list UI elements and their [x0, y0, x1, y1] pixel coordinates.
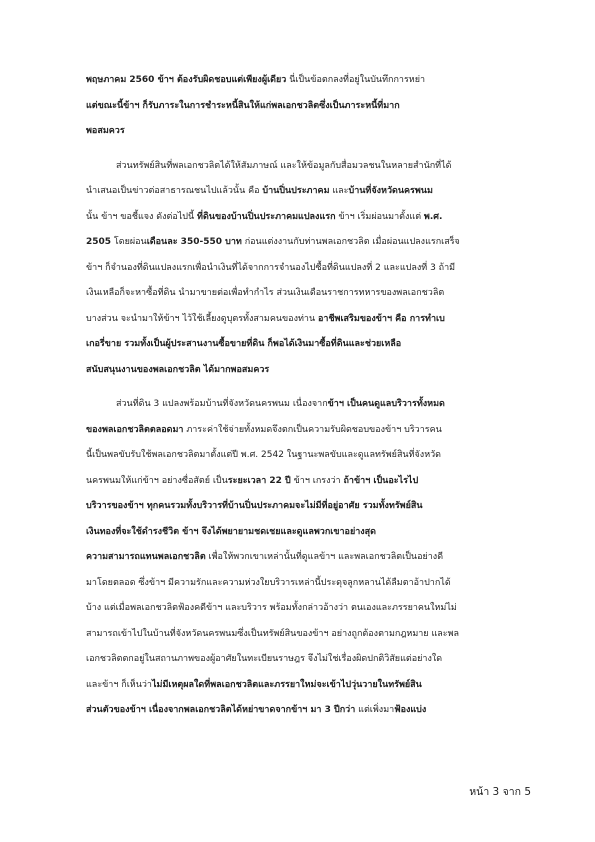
text-line: [86, 673, 527, 699]
text-line: [86, 281, 527, 307]
text-line: [86, 443, 527, 469]
text-line: [86, 571, 527, 597]
bold-text-run: ส่วนตัวของข้าฯ เนื่องจากพลเอกชวลิตได้หย่าขาดจากข้าฯ มา 3 ปีกว่า: [86, 705, 356, 715]
bold-text-run: ที่ดินของบ้านปิ่นประภาคมแปลงแรก: [197, 211, 336, 222]
text-line: [86, 179, 527, 205]
text-line: [86, 520, 527, 546]
text-run: และข้าฯ ก็เห็นว่า: [86, 679, 152, 690]
text-line: [86, 230, 527, 256]
text-line: [86, 256, 527, 282]
text-run: ภาระค่าใช้จ่ายทั้งหมดจึงตกเป็นความรับผิดชอบของข้าฯ บริวารคน: [183, 424, 442, 435]
bold-text-run: แต่ขณะนี้ข้าฯ ก็รับภาระในการชำระหนี้สินให้แก่พลเอกชวลิตซึ่งเป็นภาระหนี้ที่มาก: [86, 100, 400, 111]
text-line: [86, 68, 527, 94]
text-run: บ้าง แต่เมื่อพลเอกชวลิตฟ้องคดีข้าฯ และบริวาร พร้อมทั้งกล่าวอ้างว่า ตนเองและภรรยาคนใหม่ไม่: [86, 603, 457, 613]
bold-text-run: เกอรี่ขาย รวมทั้งเป็นผู้ประสานงานซื้อขายที่ดิน ก็พอได้เงินมาซื้อที่ดินและช่วยเหลือ: [86, 339, 402, 349]
text-line: [86, 94, 527, 120]
text-run: ส่วนทรัพย์สินที่พลเอกชวลิตได้ให้สัมภาษณ์ และให้ข้อมูลกับสื่อมวลชนในหลายสำนักที่ได้: [116, 160, 452, 171]
text-line: [86, 205, 527, 231]
text-line: [86, 647, 527, 673]
text-run: แต่เพิ่งมา: [355, 705, 395, 715]
text-run: เงินเหลือก็จะหาซื้อที่ดิน นำมาขายต่อเพื่อทำกำไร ส่วนเงินเดือนราชการทหารของพลเอกชวลิต: [86, 288, 445, 298]
text-run: เอกชวลิตตกอยู่ในสถานภาพของผู้อาศัยในทะเบียนราษฎร จึงไม่ใช่เรื่องผิดปกติวิสัยแต่อย่างใด: [86, 654, 443, 664]
bold-text-run: บ้านที่จังหวัดนครพนม: [348, 186, 433, 196]
text-line: [86, 418, 527, 444]
text-run: นครพนมให้แก่ข้าฯ อย่างซื่อสัตย์ เป็น: [86, 475, 228, 486]
text-line: [86, 154, 527, 180]
text-run: เพื่อให้พวกเขาเหล่านั้นที่ดูแลข้าฯ และพลเอกชวลิตเป็นอย่างดี: [205, 552, 444, 562]
bold-text-run: อาชีพเสริมของข้าฯ คือ การทำเบ: [317, 313, 445, 324]
text-run: ก่อนแต่งงานกับท่านพลเอกชวลิต เมื่อผ่อนแปลงแรกเสร็จ: [241, 237, 460, 247]
bold-text-run: ข้าฯ เป็นคนดูแลบริวารทั้งหมด: [327, 399, 445, 409]
text-line: [86, 494, 527, 520]
text-line: [86, 596, 527, 622]
bold-text-run: เงินทองที่จะใช้ดำรงชีวิต ข้าฯ จึงได้พยายามชดเชยและดูแลพวกเขาอย่างสุด: [86, 526, 377, 537]
bold-text-run: พฤษภาคม 2560 ข้าฯ ต้องรับผิดชอบแต่เพียงผู้เดียว: [86, 75, 287, 85]
bold-text-run: บริวารของข้าฯ ทุกคนรวมทั้งบริวารที่บ้านปิ่นประภาคมจะไม่มีที่อยู่อาศัย รวมทั้งทรัพย์สิน: [86, 501, 423, 511]
text-run: นี้เป็นพลขับรับใช้พลเอกชวลิตมาตั้งแต่ปี พ.ศ. 2542 ในฐานะพลขับและดูแลทรัพย์สินที่จังหวัด: [86, 450, 442, 460]
bold-text-run: สนับสนุนงานของพลเอกชวลิต ได้มากพอสมควร: [86, 364, 270, 375]
paragraph: [86, 392, 527, 724]
text-run: นี่เป็นข้อตกลงที่อยู่ในบันทึกการหย่า: [286, 75, 426, 85]
text-run: มาโดยตลอด ซึ่งข้าฯ มีความรักและความห่วงใยบริวารเหล่านี้ประดุจลูกหลานได้ลืมตาอ้าปากได้: [86, 577, 451, 588]
text-run: นำเสนอเป็นข่าวต่อสาธารณชนไปแล้วนั้น คือ: [86, 186, 263, 196]
text-line: [86, 119, 527, 145]
text-line: [86, 332, 527, 358]
text-run: และ: [329, 186, 349, 196]
bold-text-run: ไม่มีเหตุผลใดที่พลเอกชวลิตและภรรยาใหม่จะเข้าไปวุ่นวายในทรัพย์สิน: [152, 679, 422, 690]
text-run: บางส่วน จะนำมาให้ข้าฯ ไว้ใช้เลี้ยงดูบุตรทั้งสามคนของท่าน: [86, 313, 318, 324]
bold-text-run: พ.ศ.: [423, 211, 443, 222]
text-line: [86, 392, 527, 418]
text-line: [86, 469, 527, 495]
text-run: ส่วนที่ดิน 3 แปลงพร้อมบ้านที่จังหวัดนครพนม เนื่องจาก: [116, 399, 328, 409]
text-run: ข้าฯ เริ่มผ่อนมาตั้งแต่: [335, 211, 424, 222]
paragraph: [86, 68, 527, 145]
text-line: [86, 698, 527, 724]
bold-text-run: ความสามารถแทนพลเอกชวลิต: [86, 552, 206, 562]
text-line: [86, 358, 527, 384]
paragraph: [86, 154, 527, 384]
text-line: [86, 307, 527, 333]
text-line: [86, 545, 527, 571]
text-run: โดยผ่อน: [111, 237, 147, 247]
bold-text-run: พอสมควร: [86, 126, 125, 136]
text-run: ข้าฯ เกรงว่า: [290, 475, 344, 486]
text-run: สามารถเข้าไปในบ้านที่จังหวัดนครพนมซึ่งเป็นทรัพย์สินของข้าฯ อย่างถูกต้องตามกฎหมาย และพล: [86, 628, 460, 639]
bold-text-run: บ้านปิ่นประภาคม: [262, 186, 330, 196]
bold-text-run: เดือนละ 350-550 บาท: [146, 237, 242, 247]
bold-text-run: ของพลเอกชวลิตตลอดมา: [86, 424, 184, 435]
page-number: หน้า 3 จาก 5: [469, 786, 531, 798]
bold-text-run: ระยะเวลา 22 ปี: [227, 475, 291, 486]
text-line: [86, 622, 527, 648]
bold-text-run: ถ้าข้าฯ เป็นอะไรไป: [343, 475, 419, 486]
document-body: [86, 68, 527, 733]
bold-text-run: 2505: [86, 237, 112, 247]
text-run: ข้าฯ ก็จำนองที่ดินแปลงแรกเพื่อนำเงินที่ได้จากการจำนองไปซื้อที่ดินแปลงที่ 2 และแปลงที่ 3 ถ้ามี: [86, 262, 456, 273]
bold-text-run: ฟ้องแบ่ง: [394, 705, 427, 715]
text-run: นั้น ข้าฯ ขอชี้แจง ดังต่อไปนี้: [86, 211, 198, 222]
